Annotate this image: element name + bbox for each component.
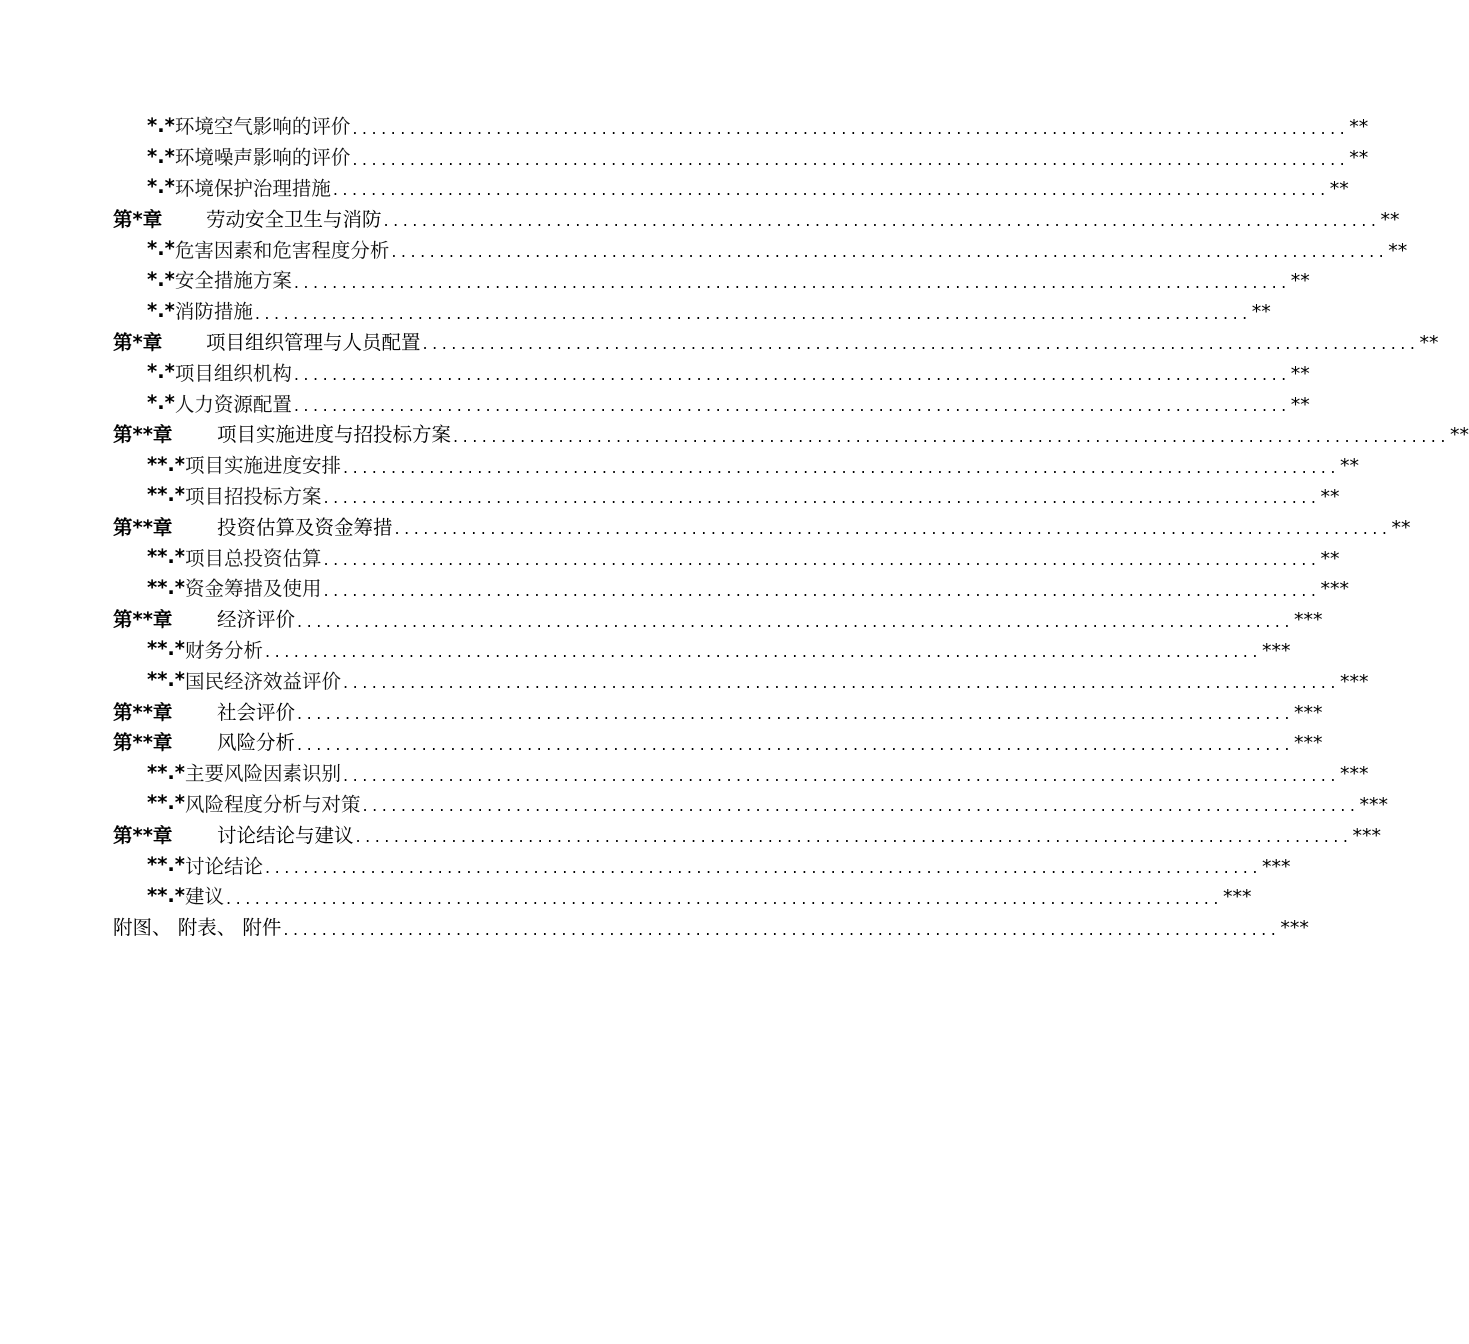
dot-leader: ........................................................................................................ xyxy=(391,242,1389,262)
toc-entry-section[interactable] xyxy=(0,541,1340,572)
dot-leader: ........................................................................................................ xyxy=(265,642,1262,662)
section-title: 环境保护治理措施 xyxy=(174,176,331,200)
page-number: *** xyxy=(1293,732,1323,755)
dot-leader: ........................................................................................................ xyxy=(293,272,1291,292)
chapter-title: 社会评价 xyxy=(217,700,296,724)
dot-leader: ........................................................................................................ xyxy=(226,888,1223,908)
dot-leader: ........................................................................................................ xyxy=(362,796,1360,816)
toc-entry-heading xyxy=(113,327,421,355)
toc-entry-heading xyxy=(147,173,331,201)
page-number: ** xyxy=(1329,177,1349,200)
section-number: *.* xyxy=(147,267,175,291)
dot-leader: ........................................................................................................ xyxy=(297,734,1294,754)
dot-leader: ........................................................................................................ xyxy=(293,365,1291,385)
page-number: *** xyxy=(1359,793,1388,816)
chapter-title: 讨论结论与建议 xyxy=(217,823,354,847)
toc-entry-section[interactable] xyxy=(0,849,1291,880)
toc-entry-heading xyxy=(113,419,451,447)
chapter-title: 风险分析 xyxy=(217,731,296,755)
section-number: *.* xyxy=(147,360,175,384)
section-number: **.* xyxy=(147,483,186,507)
page-number: ** xyxy=(1419,331,1439,354)
dot-leader: ........................................................................................................ xyxy=(323,550,1321,570)
toc-entry-heading xyxy=(147,389,292,417)
section-number: *.* xyxy=(147,175,175,199)
dot-leader: ........................................................................................................ xyxy=(343,457,1340,477)
toc-entry-heading xyxy=(147,666,341,694)
section-title: 人力资源配置 xyxy=(174,392,292,416)
dot-leader: ........................................................................................................ xyxy=(323,488,1321,508)
page-number: ** xyxy=(1391,516,1411,539)
page-number: ** xyxy=(1290,362,1310,385)
toc-entry-heading xyxy=(113,697,295,725)
dot-leader: ........................................................................................................ xyxy=(265,858,1262,878)
toc-entry-heading xyxy=(113,604,295,632)
chapter-title: 项目组织管理与人员配置 xyxy=(206,330,421,354)
section-title: 讨论结论 xyxy=(185,854,264,878)
page-number: ** xyxy=(1349,147,1369,170)
page-number: ** xyxy=(1449,424,1469,447)
toc-entry-heading xyxy=(147,481,322,509)
toc-entry-heading xyxy=(147,358,292,386)
section-number: **.* xyxy=(147,545,186,569)
chapter-number: 第**章 xyxy=(113,700,173,724)
page-number: ** xyxy=(1349,116,1369,139)
toc-entry-section[interactable] xyxy=(0,141,1369,172)
section-title: 消防措施 xyxy=(174,300,253,324)
chapter-number: 第**章 xyxy=(113,608,173,632)
toc-entry-heading xyxy=(147,111,350,139)
chapter-number: 第**章 xyxy=(113,823,173,847)
dot-leader: ........................................................................................................ xyxy=(254,303,1252,323)
dot-leader: ........................................................................................................ xyxy=(323,580,1321,600)
toc-entry-section[interactable] xyxy=(0,233,1408,264)
toc-entry-heading xyxy=(113,912,281,940)
section-title: 环境空气影响的评价 xyxy=(174,115,351,139)
page-number: ** xyxy=(1290,393,1310,416)
toc-entry-chapter[interactable] xyxy=(0,818,1381,849)
toc-entry-heading xyxy=(147,635,263,663)
section-number: *.* xyxy=(147,113,175,137)
toc-entry-chapter[interactable] xyxy=(0,695,1323,726)
section-title: 项目实施进度安排 xyxy=(185,454,342,478)
toc-entry-section[interactable] xyxy=(0,572,1349,603)
toc-entry-section[interactable] xyxy=(0,480,1340,511)
section-title: 安全措施方案 xyxy=(174,269,292,293)
page-number: *** xyxy=(1261,639,1291,662)
chapter-number: 第*章 xyxy=(113,330,163,354)
toc-entry-section[interactable] xyxy=(0,356,1310,387)
toc-entry-section[interactable] xyxy=(0,788,1388,819)
dot-leader: ........................................................................................................ xyxy=(293,396,1291,416)
section-title: 国民经济效益评价 xyxy=(185,669,342,693)
dot-leader: ........................................................................................................ xyxy=(355,827,1353,847)
page-number: ** xyxy=(1380,208,1400,231)
section-number: *.* xyxy=(147,391,175,415)
section-title: 资金筹措及使用 xyxy=(185,577,322,601)
chapter-number: 第**章 xyxy=(113,423,173,447)
section-title: 建议 xyxy=(185,885,225,909)
page-number: *** xyxy=(1261,855,1291,878)
section-number: *.* xyxy=(147,237,175,261)
toc-entry-section[interactable] xyxy=(0,387,1310,418)
page-number: *** xyxy=(1293,701,1323,724)
section-title: 环境噪声影响的评价 xyxy=(174,146,351,170)
page-number: *** xyxy=(1339,670,1369,693)
dot-leader: ........................................................................................................ xyxy=(352,118,1350,138)
section-number: **.* xyxy=(147,760,186,784)
section-title: 项目组织机构 xyxy=(174,361,292,385)
page-number: ** xyxy=(1251,301,1271,324)
toc-entry-section[interactable] xyxy=(0,664,1369,695)
toc-entry-heading xyxy=(147,543,322,571)
toc-entry-chapter[interactable] xyxy=(0,202,1400,233)
dot-leader: ........................................................................................................ xyxy=(343,673,1340,693)
toc-entry-heading xyxy=(147,789,361,817)
toc-entry-section[interactable] xyxy=(0,110,1369,141)
page-number: *** xyxy=(1320,578,1349,601)
toc-entry-heading xyxy=(147,235,389,263)
toc-entry-chapter[interactable] xyxy=(0,603,1323,634)
section-number: *.* xyxy=(147,144,175,168)
section-number: *.* xyxy=(147,298,175,322)
toc-entry-heading xyxy=(113,727,295,755)
toc-entry-heading xyxy=(147,450,341,478)
toc-entry-section[interactable] xyxy=(0,757,1369,788)
chapter-title: 劳动安全卫生与消防 xyxy=(206,207,382,231)
page-number: *** xyxy=(1339,763,1369,786)
chapter-number: 第**章 xyxy=(113,731,173,755)
toc-entry-section[interactable] xyxy=(0,172,1349,203)
toc-entry-heading xyxy=(113,820,354,848)
section-title: 项目总投资估算 xyxy=(185,546,322,570)
toc-entry-heading xyxy=(147,296,253,324)
toc-entry-heading xyxy=(147,881,224,909)
section-number: **.* xyxy=(147,575,186,599)
toc-entry-heading xyxy=(113,204,382,232)
section-number: **.* xyxy=(147,883,186,907)
toc-entry-section[interactable] xyxy=(0,880,1252,911)
dot-leader: ........................................................................................................ xyxy=(297,611,1294,631)
chapter-title: 项目实施进度与招投标方案 xyxy=(217,423,452,447)
section-number: **.* xyxy=(147,791,186,815)
dot-leader: ........................................................................................................ xyxy=(352,149,1350,169)
section-title: 危害因素和危害程度分析 xyxy=(174,238,390,262)
dot-leader: ........................................................................................................ xyxy=(343,765,1340,785)
section-number: **.* xyxy=(147,452,186,476)
page-number: ** xyxy=(1320,547,1340,570)
page-number: ** xyxy=(1290,270,1310,293)
toc-entry-section[interactable] xyxy=(0,295,1271,326)
page-number: ** xyxy=(1388,239,1408,262)
section-number: **.* xyxy=(147,668,186,692)
chapter-number: 第*章 xyxy=(113,207,163,231)
dot-leader: ........................................................................................................ xyxy=(453,426,1450,446)
section-title: 财务分析 xyxy=(185,638,264,662)
toc-entry-chapter[interactable] xyxy=(0,510,1411,541)
table-of-contents xyxy=(0,110,1469,942)
section-number: **.* xyxy=(147,853,186,877)
page-number: *** xyxy=(1293,609,1323,632)
section-title: 风险程度分析与对策 xyxy=(185,792,361,816)
dot-leader: ........................................................................................................ xyxy=(383,211,1381,231)
toc-entry-appendix[interactable] xyxy=(0,911,1309,942)
toc-entry-heading xyxy=(113,512,393,540)
toc-entry-heading xyxy=(147,758,341,786)
dot-leader: ........................................................................................................ xyxy=(394,519,1392,539)
toc-entry-section[interactable] xyxy=(0,634,1291,665)
dot-leader: ........................................................................................................ xyxy=(283,919,1281,939)
toc-entry-chapter[interactable] xyxy=(0,418,1469,449)
toc-entry-heading xyxy=(147,851,263,879)
toc-entry-section[interactable] xyxy=(0,264,1310,295)
appendix-title: 附图、 附表、 附件 xyxy=(113,916,282,940)
chapter-title: 投资估算及资金筹措 xyxy=(217,515,393,539)
dot-leader: ........................................................................................................ xyxy=(422,334,1420,354)
section-title: 主要风险因素识别 xyxy=(185,762,342,786)
page-number: *** xyxy=(1352,824,1381,847)
page-number: ** xyxy=(1339,455,1359,478)
page-number: *** xyxy=(1222,886,1252,909)
toc-entry-section[interactable] xyxy=(0,449,1359,480)
toc-entry-chapter[interactable] xyxy=(0,726,1323,757)
page-number: ** xyxy=(1320,485,1340,508)
section-title: 项目招投标方案 xyxy=(185,484,322,508)
section-number: **.* xyxy=(147,637,186,661)
dot-leader: ........................................................................................................ xyxy=(297,704,1294,724)
toc-entry-chapter[interactable] xyxy=(0,326,1439,357)
toc-entry-heading xyxy=(147,573,322,601)
page-number: *** xyxy=(1280,917,1309,940)
toc-entry-heading xyxy=(147,265,292,293)
toc-entry-heading xyxy=(147,142,350,170)
chapter-number: 第**章 xyxy=(113,515,173,539)
chapter-title: 经济评价 xyxy=(217,608,296,632)
dot-leader: ........................................................................................................ xyxy=(332,180,1330,200)
